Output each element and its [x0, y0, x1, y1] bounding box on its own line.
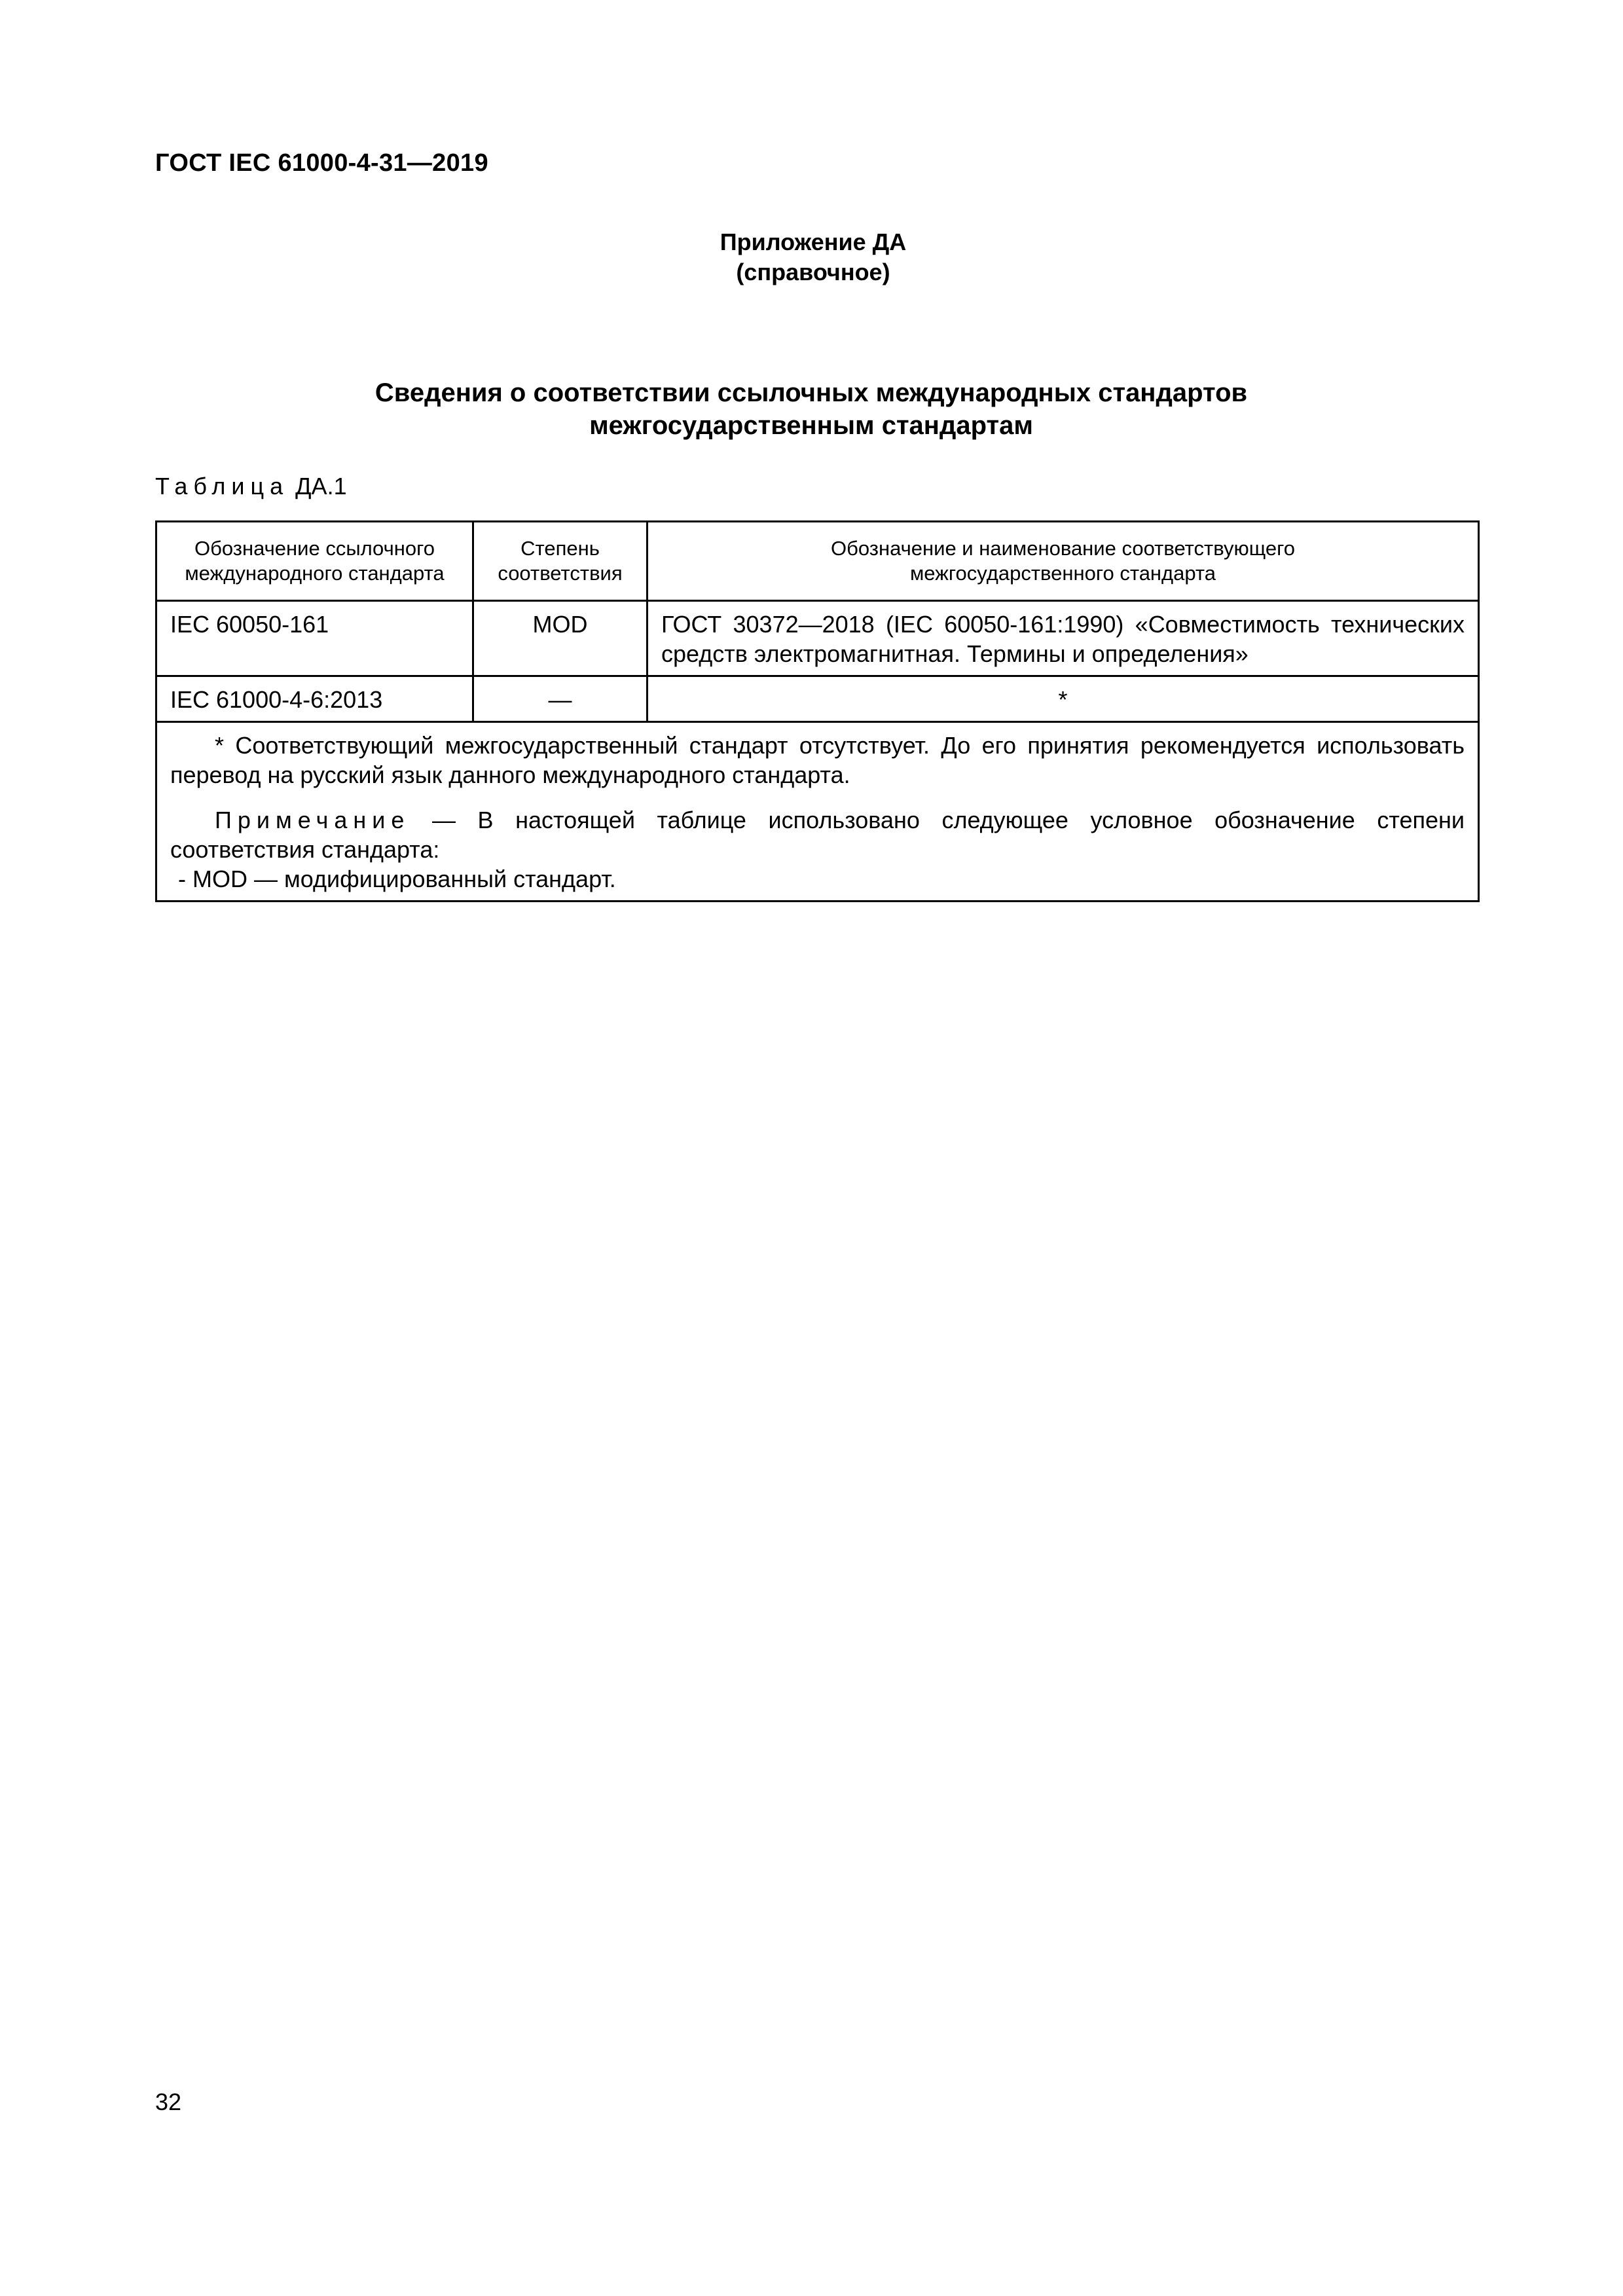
- table-caption-number: ДА.1: [295, 473, 347, 500]
- table-caption: [155, 473, 347, 500]
- section-title: [156, 376, 1466, 442]
- note-item: - MOD — модифицированный стандарт.: [178, 866, 616, 892]
- cell-national-standard: ГОСТ 30372—2018 (IEC 60050-161:1990) «Совместимость техничеcких средств электромагнитная. Термины и определения»: [647, 601, 1479, 676]
- table-footnote: * Соответствующий межгосударственный стандарт отсутствует. До его принятия рекомендуется использовать перевод на русский язык данного международного стандарта.: [170, 732, 1465, 788]
- cell-ref-standard: IEC 61000-4-6:2013: [156, 676, 473, 722]
- note-text: — В настоящей таблице использовано следующее условное обозначение степени соответствия стандарта:: [170, 807, 1465, 863]
- header-national-standard-line-1: Обозначение и наименование соответствующего: [830, 537, 1296, 560]
- cell-ref-standard: IEC 60050-161: [156, 601, 473, 676]
- table-footer-cell: [156, 722, 1479, 902]
- header-ref-standard: [156, 522, 473, 601]
- header-ref-standard-line-1: Обозначение ссылочного: [194, 537, 435, 560]
- note-label: Примечание: [215, 807, 410, 833]
- cell-degree: —: [473, 676, 647, 722]
- appendix-heading: [0, 227, 1623, 287]
- section-title-line-2: межгосударственным стандартам: [589, 411, 1033, 440]
- document-code: ГОСТ IEC 61000-4-31—2019: [155, 149, 488, 177]
- header-degree-line-2: соответствия: [498, 562, 623, 585]
- table-row: [156, 676, 1479, 722]
- table-footer-row: [156, 722, 1479, 902]
- header-national-standard: [647, 522, 1479, 601]
- table-note: [170, 805, 1465, 864]
- header-ref-standard-line-2: международного стандарта: [185, 562, 445, 585]
- appendix-status: (справочное): [736, 259, 890, 285]
- cell-degree: MOD: [473, 601, 647, 676]
- table-caption-word: Таблица: [155, 473, 289, 500]
- header-degree: [473, 522, 647, 601]
- table-row: [156, 601, 1479, 676]
- correspondence-table: [155, 520, 1480, 902]
- header-degree-line-1: Степень: [520, 537, 600, 560]
- page-number: 32: [155, 2088, 182, 2115]
- table-header-row: [156, 522, 1479, 601]
- cell-national-standard: *: [647, 676, 1479, 722]
- header-national-standard-line-2: межгосударственного стандарта: [909, 562, 1216, 585]
- appendix-title: Приложение ДА: [720, 228, 907, 255]
- section-title-line-1: Сведения о соответствии ссылочных международных стандартов: [374, 378, 1248, 407]
